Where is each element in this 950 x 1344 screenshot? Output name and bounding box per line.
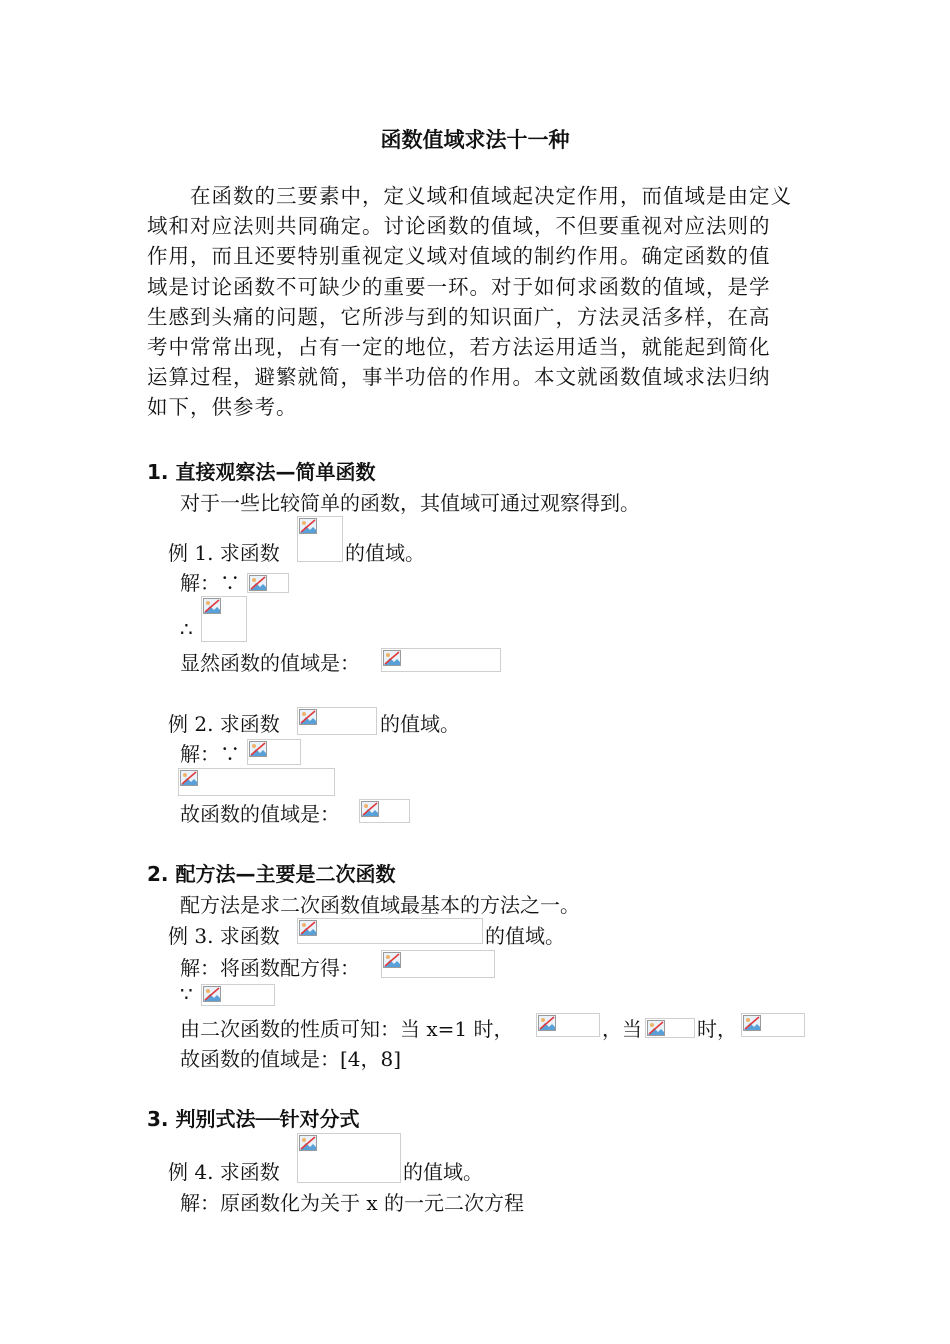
broken-image-icon [538, 1015, 556, 1031]
formula-image-placeholder [645, 1018, 695, 1038]
intro-paragraph [147, 181, 807, 423]
formula-image-placeholder [178, 768, 335, 796]
example-label: 例 1. 求函数 [168, 541, 280, 565]
broken-image-icon [299, 1135, 317, 1151]
formula-image-placeholder [297, 707, 377, 735]
conclusion-text: 显然函数的值域是： [180, 651, 360, 675]
intro-line: 如下，供参考。 [147, 395, 298, 420]
broken-image-icon [180, 770, 198, 786]
broken-image-icon [299, 920, 317, 936]
property-text: 由二次函数的性质可知：当 x=1 时， [180, 1017, 514, 1041]
example-suffix: 的值域。 [380, 712, 460, 736]
broken-image-icon [299, 518, 317, 534]
broken-image-icon [383, 650, 401, 666]
intro-line: 域和对应法则共同确定。讨论函数的值域，不但要重视对应法则的 [147, 214, 771, 239]
intro-line: 在函数的三要素中，定义域和值域起决定作用，而值域是由定义 [147, 184, 792, 208]
formula-image-placeholder [381, 950, 495, 978]
section-description: 配方法是求二次函数值域最基本的方法之一。 [180, 893, 580, 917]
formula-image-placeholder [359, 799, 410, 823]
broken-image-icon [383, 952, 401, 968]
formula-image-placeholder [247, 739, 301, 765]
formula-image-placeholder [536, 1013, 600, 1037]
conclusion-text: 故函数的值域是： [180, 802, 340, 826]
section-heading: 1. 直接观察法—简单函数 [147, 460, 376, 484]
broken-image-icon [203, 598, 221, 614]
therefore-symbol: ∴ [180, 617, 193, 641]
formula-image-placeholder [247, 573, 289, 593]
intro-line: 作用，而且还要特别重视定义域对值域的制约作用。确定函数的值 [147, 244, 771, 269]
formula-image-placeholder [297, 516, 343, 562]
broken-image-icon [249, 741, 267, 757]
section-description: 对于一些比较简单的函数，其值域可通过观察得到。 [180, 491, 640, 515]
page-title: 函数值域求法十一种 [380, 128, 570, 152]
example-label: 例 3. 求函数 [168, 924, 280, 948]
intro-line: 运算过程，避繁就简，事半功倍的作用。本文就函数值域求法归纳 [147, 365, 771, 390]
broken-image-icon [361, 801, 379, 817]
solution-text: 解：将函数配方得： [180, 956, 360, 980]
broken-image-icon [647, 1020, 665, 1036]
intro-line: 考中常常出现，占有一定的地位，若方法运用适当，就能起到简化 [147, 335, 771, 360]
conclusion-text: 故函数的值域是：[4，8] [180, 1047, 402, 1071]
property-text: ，当 [602, 1017, 642, 1041]
formula-image-placeholder [201, 596, 247, 642]
example-label: 例 4. 求函数 [168, 1160, 280, 1184]
solution-text: 解：原函数化为关于 x 的一元二次方程 [180, 1191, 524, 1215]
section-heading: 3. 判别式法──针对分式 [147, 1107, 360, 1131]
example-suffix: 的值域。 [345, 541, 425, 565]
example-suffix: 的值域。 [485, 924, 565, 948]
formula-image-placeholder [741, 1013, 805, 1037]
formula-image-placeholder [201, 984, 275, 1006]
section-heading: 2. 配方法—主要是二次函数 [147, 862, 396, 886]
broken-image-icon [299, 709, 317, 725]
solution-text: 解：∵ [180, 742, 240, 766]
solution-text: 解：∵ [180, 571, 240, 595]
broken-image-icon [249, 575, 267, 591]
intro-line: 生感到头痛的问题，它所涉与到的知识面广，方法灵活多样，在高 [147, 304, 771, 329]
formula-image-placeholder [297, 918, 483, 944]
formula-image-placeholder [381, 648, 501, 672]
example-label: 例 2. 求函数 [168, 712, 280, 736]
property-text: 时， [697, 1017, 737, 1041]
intro-line: 域是讨论函数不可缺少的重要一环。对于如何求函数的值域，是学 [147, 274, 771, 299]
because-symbol: ∵ [180, 982, 193, 1006]
broken-image-icon [203, 986, 221, 1002]
formula-image-placeholder [297, 1133, 401, 1183]
example-suffix: 的值域。 [403, 1160, 483, 1184]
broken-image-icon [743, 1015, 761, 1031]
